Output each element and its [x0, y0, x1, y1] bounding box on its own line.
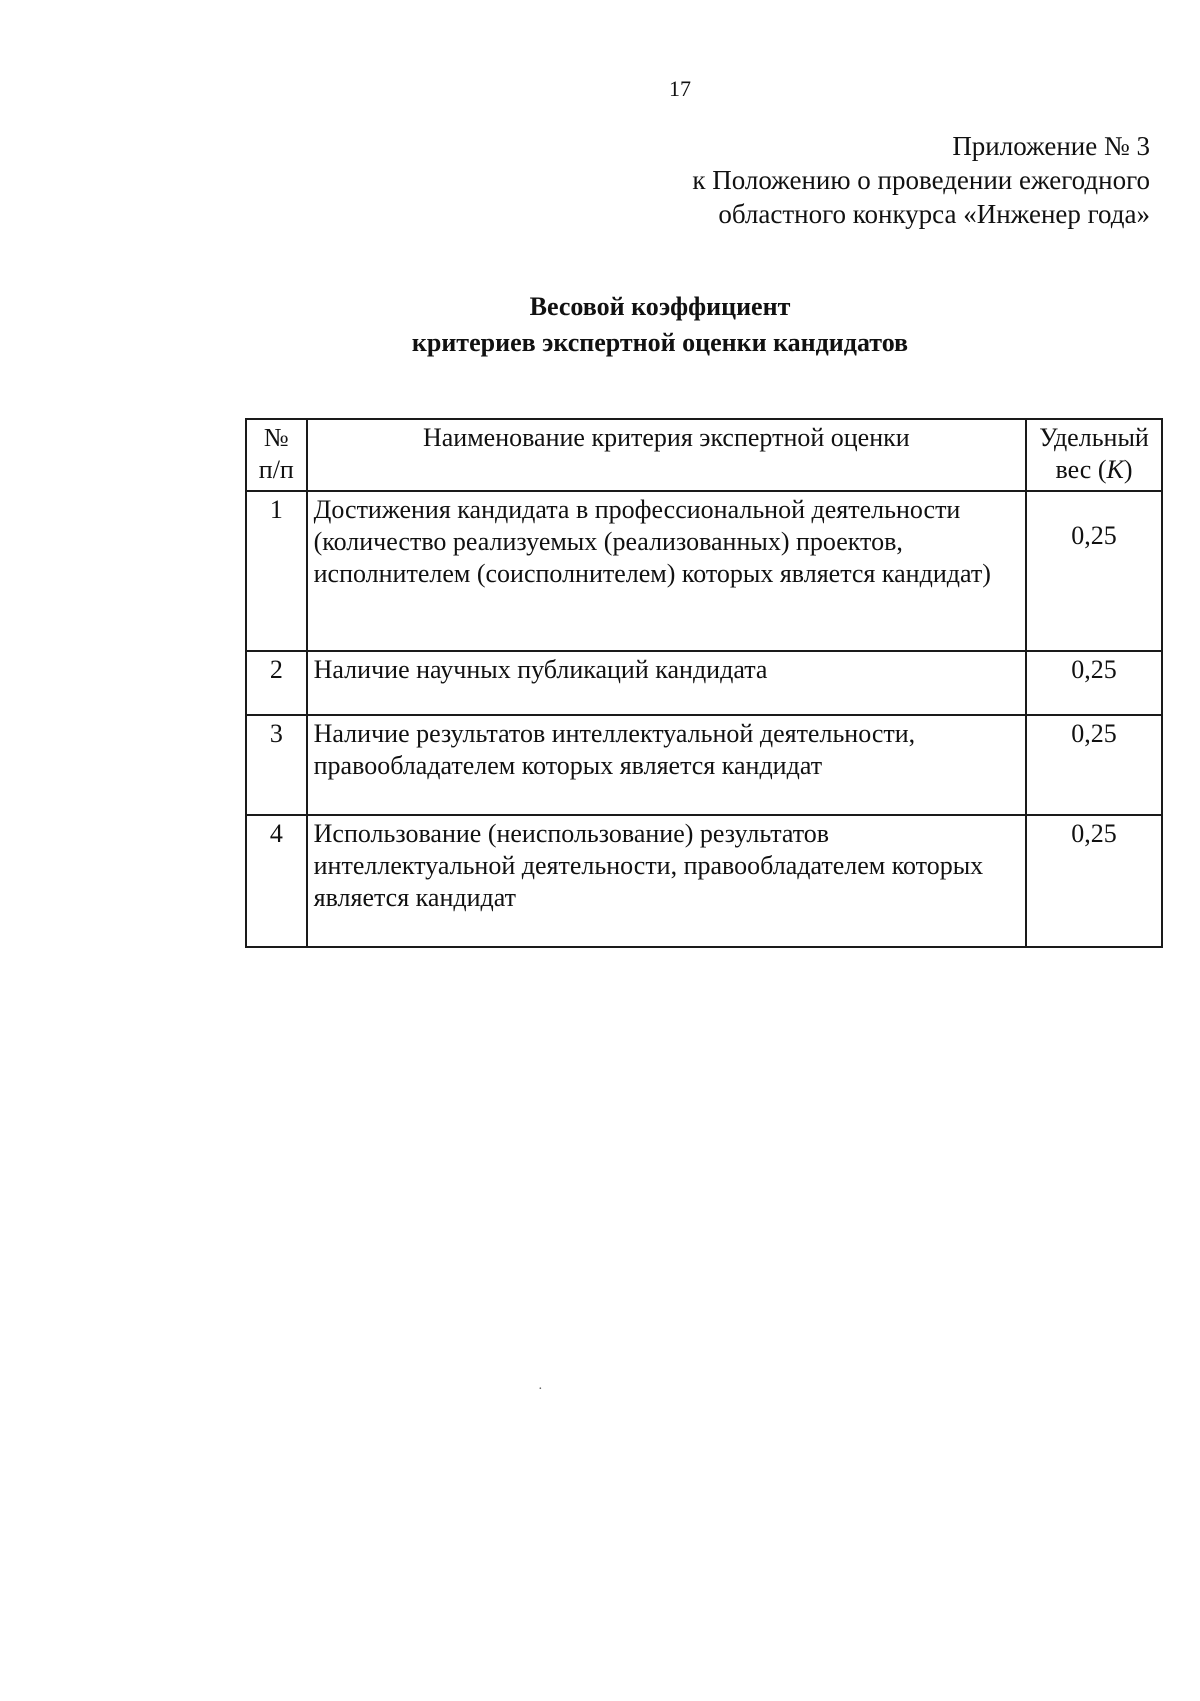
header-weight-line-2	[1033, 454, 1155, 486]
row-number: 4	[246, 815, 307, 947]
row-number: 3	[246, 715, 307, 815]
header-number-line-2: п/п	[258, 455, 294, 484]
header-weight-suffix: )	[1123, 455, 1133, 484]
criteria-table	[245, 418, 1163, 948]
appendix-line-2: к Положению о проведении ежегодного	[692, 165, 1150, 195]
header-number-line-1: №	[263, 423, 289, 452]
row-number: 1	[246, 491, 307, 651]
table-row	[246, 815, 1162, 947]
row-criterion: Наличие результатов интеллектуальной деятельности, правообладателем которых является кандидат	[307, 715, 1026, 815]
header-weight	[1026, 419, 1162, 491]
header-weight-symbol: K	[1106, 455, 1124, 484]
row-weight: 0,25	[1026, 651, 1162, 715]
page-number: 17	[669, 76, 691, 101]
row-weight: 0,25	[1026, 491, 1162, 651]
header-weight-line-1: Удельный	[1039, 423, 1149, 452]
row-criterion: Использование (неиспользование) результатов интеллектуальной деятельности, правообладателем которых является кандидат	[307, 815, 1026, 947]
table-row	[246, 651, 1162, 715]
table-row	[246, 715, 1162, 815]
appendix-line-3: областного конкурса «Инженер года»	[718, 199, 1150, 229]
title-line-2: критериев экспертной оценки кандидатов	[411, 328, 909, 357]
row-weight: 0,25	[1026, 815, 1162, 947]
row-number: 2	[246, 651, 307, 715]
header-weight-prefix: вес (	[1055, 455, 1107, 484]
scan-speck: ·	[538, 1382, 543, 1397]
appendix-line-1: Приложение № 3	[952, 131, 1150, 161]
table-row	[246, 491, 1162, 651]
row-criterion: Наличие научных публикаций кандидата	[307, 651, 1026, 715]
row-weight: 0,25	[1026, 715, 1162, 815]
title-line-1: Весовой коэффициент	[529, 292, 791, 321]
table-header-row	[246, 419, 1162, 491]
row-criterion: Достижения кандидата в профессиональной деятельности (количество реализуемых (реализованных) проектов, исполнителем (соисполнителем) которых является кандидат)	[307, 491, 1026, 651]
document-title	[0, 289, 1200, 361]
appendix-header	[692, 129, 1150, 231]
header-criterion-name: Наименование критерия экспертной оценки	[307, 419, 1026, 491]
header-number	[246, 419, 307, 491]
